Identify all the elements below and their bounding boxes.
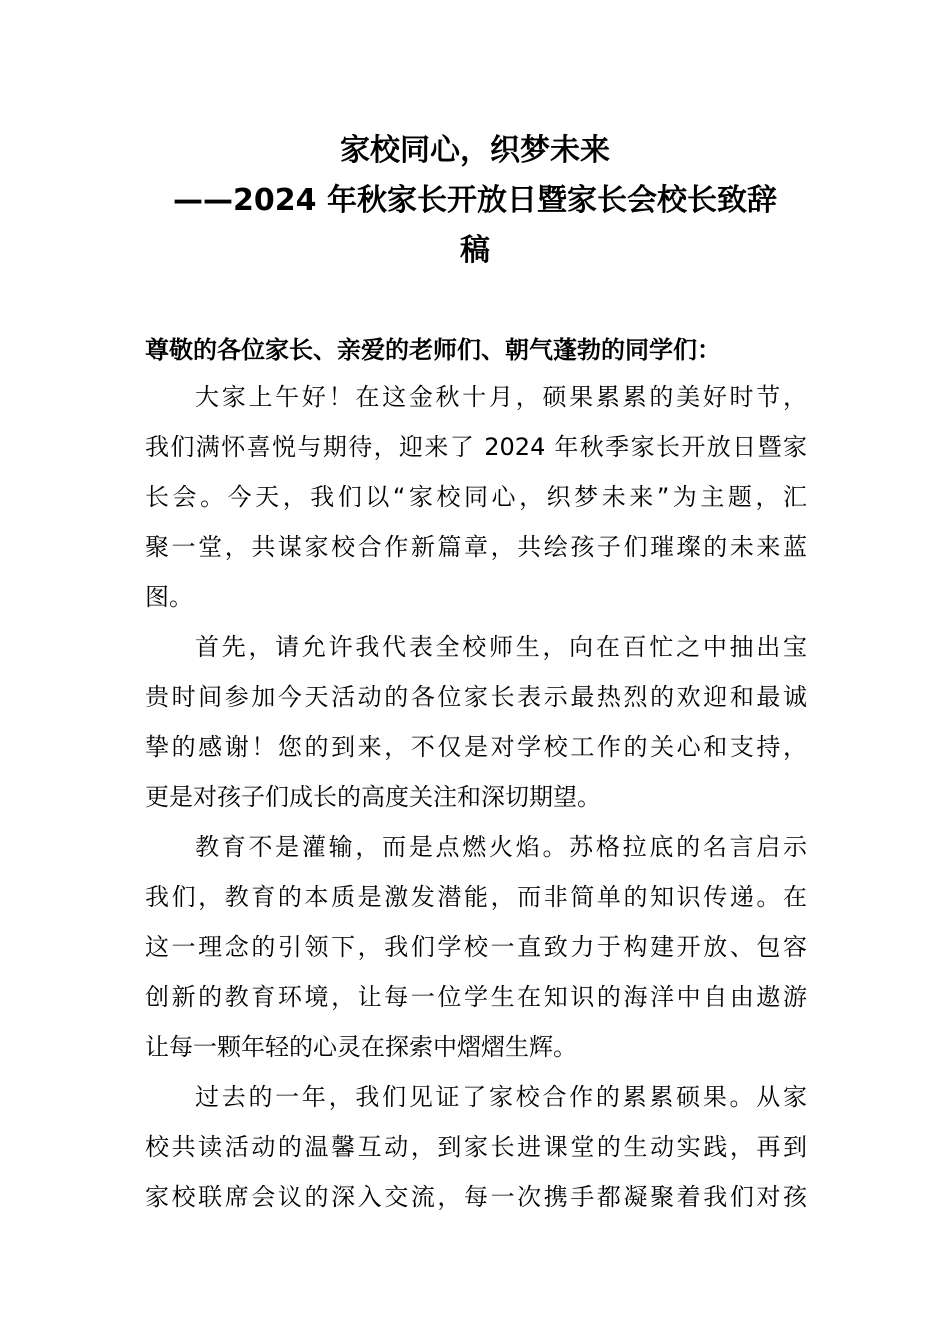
text-line: 家校联席会议的深入交流，每一次携手都凝聚着我们对孩: [145, 1183, 807, 1211]
document-subtitle-line-1: ——2024 年秋家长开放日暨家长会校长致辞: [173, 183, 777, 218]
document-title: 家校同心，织梦未来: [340, 133, 610, 168]
text-line: 这一理念的引领下，我们学校一直致力于构建开放、包容: [145, 933, 807, 961]
text-line: 创新的教育环境，让每一位学生在知识的海洋中自由遨游: [145, 983, 807, 1011]
paragraph: [145, 822, 807, 1072]
paragraph: [145, 622, 807, 822]
text-line: 聚一堂，共谋家校合作新篇章，共绘孩子们璀璨的未来蓝: [145, 533, 807, 561]
text-line: 长会。今天，我们以“家校同心，织梦未来”为主题，汇: [145, 483, 807, 511]
text-line: 我们，教育的本质是激发潜能，而非简单的知识传递。在: [145, 883, 807, 911]
text-line: 贵时间参加今天活动的各位家长表示最热烈的欢迎和最诚: [145, 683, 807, 711]
text-line: 教育不是灌输，而是点燃火焰。苏格拉底的名言启示: [195, 833, 807, 861]
text-line: 首先，请允许我代表全校师生，向在百忙之中抽出宝: [195, 633, 807, 661]
text-line: 更是对孩子们成长的高度关注和深切期望。: [145, 783, 601, 811]
body-text: [145, 372, 807, 1222]
text-line: 大家上午好！在这金秋十月，硕果累累的美好时节，: [195, 383, 807, 411]
title-block: [120, 126, 830, 276]
paragraph: [145, 1072, 807, 1222]
paragraph: [145, 372, 807, 622]
document-subtitle-line-2: 稿: [460, 233, 490, 268]
text-line: 挚的感谢！您的到来，不仅是对学校工作的关心和支持，: [145, 733, 807, 761]
text-line: 我们满怀喜悦与期待，迎来了 2024 年秋季家长开放日暨家: [145, 433, 807, 461]
salutation: 尊敬的各位家长、亲爱的老师们、朝气蓬勃的同学们：: [145, 336, 721, 364]
text-line: 图。: [145, 583, 193, 611]
text-line: 让每一颗年轻的心灵在探索中熠熠生辉。: [145, 1033, 577, 1061]
text-line: 校共读活动的温馨互动，到家长进课堂的生动实践，再到: [145, 1133, 807, 1161]
text-line: 过去的一年，我们见证了家校合作的累累硕果。从家: [195, 1083, 807, 1111]
